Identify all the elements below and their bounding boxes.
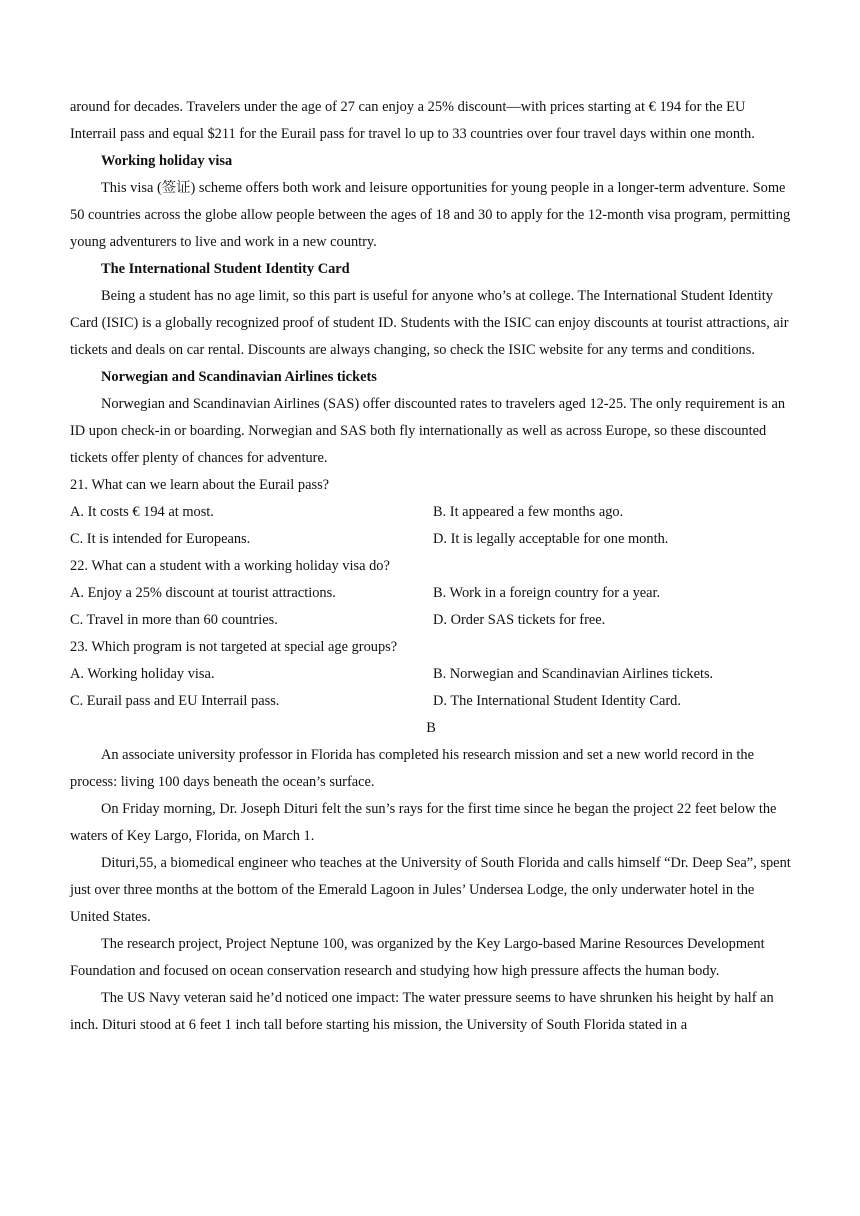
section-heading-working-holiday-visa: Working holiday visa	[101, 153, 233, 169]
option-row	[70, 688, 792, 715]
option-row	[70, 661, 792, 688]
passage-b-paragraph-5: The US Navy veteran said he’d noticed one impact: The water pressure seems to have shrunken his height by half an inch. Dituri stood at 6 feet 1 inch tall before starting his mission, the University of South Florida stated in a	[70, 990, 774, 1033]
question-stem: 23. Which program is not targeted at special age groups?	[70, 639, 398, 655]
document-page	[70, 94, 792, 1039]
option-a: A. It costs € 194 at most.	[70, 504, 214, 520]
section-body-isic: Being a student has no age limit, so this part is useful for anyone who’s at college. The International Student Identity Card (ISIC) is a globally recognized proof of student ID. Students with the ISIC can enjoy discounts at tourist attractions, air tickets and deals on car rental. Discounts are always changing, so check the ISIC website for any terms and conditions.	[70, 288, 789, 358]
passage-b-paragraph-3: Dituri,55, a biomedical engineer who teaches at the University of South Florida and calls himself “Dr. Deep Sea”, spent just over three months at the bottom of the Emerald Lagoon in Jules’ Undersea Lodge, the only underwater hotel in the United States.	[70, 855, 791, 925]
section-body-working-holiday-visa: This visa (签证) scheme offers both work and leisure opportunities for young people in a longer-term adventure. Some 50 countries across the globe allow people between the ages of 18 and 30 to apply for the 12-month visa program, permitting young adventurers to live and work in a new country.	[70, 180, 791, 250]
option-c: C. It is intended for Europeans.	[70, 531, 251, 547]
section-heading-sas-tickets: Norwegian and Scandinavian Airlines tickets	[101, 369, 377, 385]
question-22	[70, 553, 792, 634]
question-stem: 21. What can we learn about the Eurail pass?	[70, 477, 330, 493]
option-row	[70, 499, 792, 526]
section-body-sas-tickets: Norwegian and Scandinavian Airlines (SAS) offer discounted rates to travelers aged 12-25. The only requirement is an ID upon check-in or boarding. Norwegian and SAS both fly internationally as well as across Europe, so these discounted tickets offer plenty of chances for adventure.	[70, 396, 786, 466]
option-d: D. It is legally acceptable for one month.	[433, 531, 669, 547]
question-stem: 22. What can a student with a working holiday visa do?	[70, 558, 390, 574]
passage-b-paragraph-4: The research project, Project Neptune 100, was organized by the Key Largo-based Marine Resources Development Foundation and focused on ocean conservation research and studying how high pressure affects the human body.	[70, 936, 765, 979]
passage-b-paragraph-1: An associate university professor in Florida has completed his research mission and set a new world record in the process: living 100 days beneath the ocean’s surface.	[70, 747, 755, 790]
option-b: B. Work in a foreign country for a year.	[433, 585, 661, 601]
option-a: A. Working holiday visa.	[70, 666, 215, 682]
option-row	[70, 607, 792, 634]
option-c: C. Travel in more than 60 countries.	[70, 612, 278, 628]
passage-b-label: B	[426, 720, 436, 736]
option-d: D. The International Student Identity Card.	[433, 693, 681, 709]
option-row	[70, 580, 792, 607]
question-23	[70, 634, 792, 715]
question-21	[70, 472, 792, 553]
option-b: B. Norwegian and Scandinavian Airlines tickets.	[433, 666, 714, 682]
option-c: C. Eurail pass and EU Interrail pass.	[70, 693, 280, 709]
section-heading-isic: The International Student Identity Card	[101, 261, 350, 277]
option-d: D. Order SAS tickets for free.	[433, 612, 606, 628]
option-row	[70, 526, 792, 553]
passage-a-intro: around for decades. Travelers under the age of 27 can enjoy a 25% discount—with prices starting at € 194 for the EU Interrail pass and equal $211 for the Eurail pass for travel lo up to 33 countries over four travel days within one month.	[70, 99, 755, 142]
option-a: A. Enjoy a 25% discount at tourist attractions.	[70, 585, 336, 601]
option-b: B. It appeared a few months ago.	[433, 504, 624, 520]
passage-b-paragraph-2: On Friday morning, Dr. Joseph Dituri felt the sun’s rays for the first time since he began the project 22 feet below the waters of Key Largo, Florida, on March 1.	[70, 801, 777, 844]
